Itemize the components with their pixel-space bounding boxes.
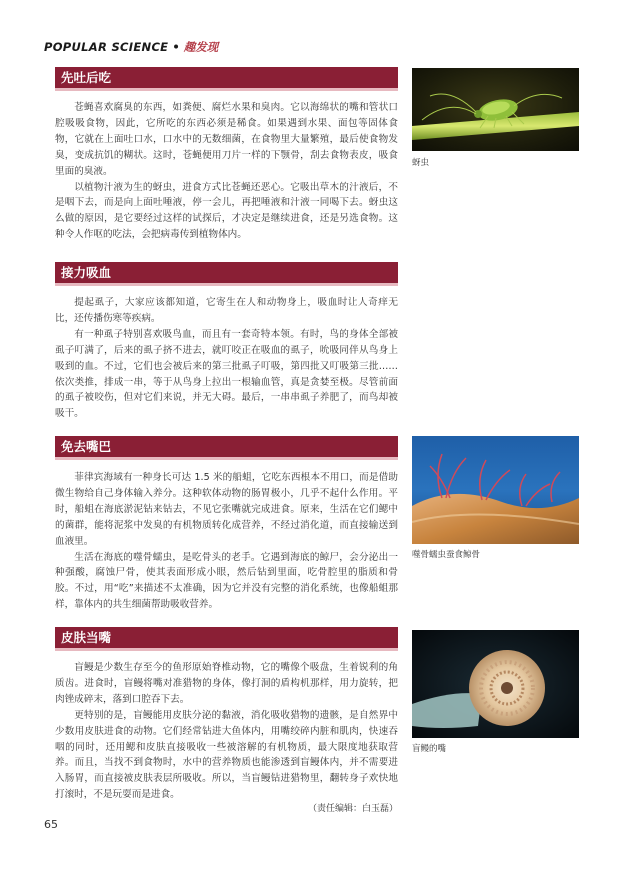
column-name: 趣发现: [183, 40, 219, 54]
section-title: 免去嘴巴: [55, 436, 398, 460]
aphid-photo: [412, 68, 579, 151]
magazine-header: [44, 39, 218, 55]
bone-worm-illustration: [412, 436, 579, 544]
section-no-mouth: [55, 436, 398, 613]
paragraph: 菲律宾海域有一种身长可达 1.5 米的船蛆，它吃东西根本不用口，而是借助微生物给自己身体输入养分。这种软体动物的肠胃极小，几乎不起什么作用。平时，船蛆在海底淤泥钻来钻去，不见它张嘴就完成进食。原来，生活在它们鳃中的菌群，能将泥浆中发臭的有机物质转化成营养，不经过消化道，而直接输送到血液里。: [55, 472, 398, 547]
page-number: 65: [44, 818, 58, 831]
aphid-caption: 蚜虫: [412, 158, 430, 168]
section-title: 接力吸血: [55, 262, 398, 286]
hagfish-caption: 盲鳗的嘴: [412, 744, 447, 754]
header-separator: •: [172, 40, 180, 54]
hagfish-photo: [412, 630, 579, 738]
section-relay-blood: [55, 262, 398, 422]
paragraph: 提起虱子，大家应该都知道，它寄生在人和动物身上，吸血时让人奇痒无比，还传播伤寒等疾病。: [55, 297, 398, 324]
paragraph: 苍蝇喜欢腐臭的东西，如粪便、腐烂水果和臭肉。它以海绵状的嘴和管状口腔吸吸食物，因此，它所吃的东西必须是稀食。如果遇到水果、面包等固体食物，它就在上面吐口水，口水中的无数细菌，在食物里大量繁殖，最后使食物发臭，变成抗饥的糊状。这时，苍蝇便用刀片一样的下颚骨，刮去食物表皮，吸食里面的臭液。: [55, 102, 398, 177]
paragraph: 生活在海底的噬骨蠕虫，是吃骨头的老手。它遇到海底的鲸尸，会分泌出一种强酸，腐蚀尸骨，使其表面形成小眼，然后钻到里面，吃骨腔里的脂质和骨胶。不过，用“吃”来描述不太准确，因为它并没有完整的消化系统，也像船蛆那样，靠体内的共生细菌帮助吸收营养。: [55, 551, 398, 611]
bone-worm-caption: 噬骨蠕虫蚕食鲸骨: [412, 550, 481, 560]
paragraph: 更特别的是，盲鳗能用皮肤分泌的黏液，消化吸收猎物的遗骸，是自然界中少数用皮肤进食的动物。它们经常钻进大鱼体内，用嘴绞碎内脏和肌肉，快速吞咽的同时，还用鳃和皮肤直接吸收一些被溶解的有机物质，最大限度地获取营养。而且，当找不到食物时，水中的营养物质也能渗透到盲鳗体内，并不需要进入肠胃，而直接被皮肤表层所吸收。所以，当盲鳗钻进猎物里，翻转身子欢快地打滚时，不是玩耍而是进食。: [55, 709, 398, 801]
bone-worm-photo: [412, 436, 579, 544]
aphid-illustration: [412, 68, 579, 151]
paragraph: 有一种虱子特别喜欢吸鸟血，而且有一套奇特本领。有时，鸟的身体全部被虱子叮满了，后来的虱子挤不进去，就叮咬正在吸血的虱子，吮吸同伴从鸟身上吸到的血。不过，它们也会被后来的第三批虱子叮吸，第四批又叮吸第三批……依次类推，排成一串，等于从鸟身上拉出一根输血管，真是贪婪至极。尽管前面的虱子被咬伤，但对它们来说，并无大碍。最后，一串串虱子养肥了，而鸟却被吸干。: [55, 328, 398, 420]
section-vomit-then-eat: [55, 67, 398, 243]
section-title: 先吐后吃: [55, 67, 398, 91]
paragraph: 盲鳗是少数生存至今的鱼形原始脊椎动物，它的嘴像个吸盘，生着锐利的角质齿。进食时，盲鳗将嘴对准猎物的身体，像打洞的盾构机那样，用力旋转，把肉锉成碎末，落到口腔吞下去。: [55, 662, 398, 705]
paragraph: 以植物汁液为生的蚜虫，进食方式比苍蝇还恶心。它吸出草木的汁液后，不是咽下去，而是向上面吐唾液，停一会儿，再把唾液和汁液一同喝下去。蚜虫这么做的原因，是它要经过这样的试探后，才决定是继续进食，还是另选食物。这种令人作呕的吃法，会把病毒传到植物体内。: [55, 181, 398, 241]
editor-credit: （责任编辑：白玉磊）: [307, 804, 398, 815]
section-skin-as-mouth: [55, 627, 398, 814]
section-title: 皮肤当嘴: [55, 627, 398, 651]
magazine-brand: POPULAR SCIENCE: [44, 40, 169, 54]
hagfish-illustration: [412, 630, 579, 738]
